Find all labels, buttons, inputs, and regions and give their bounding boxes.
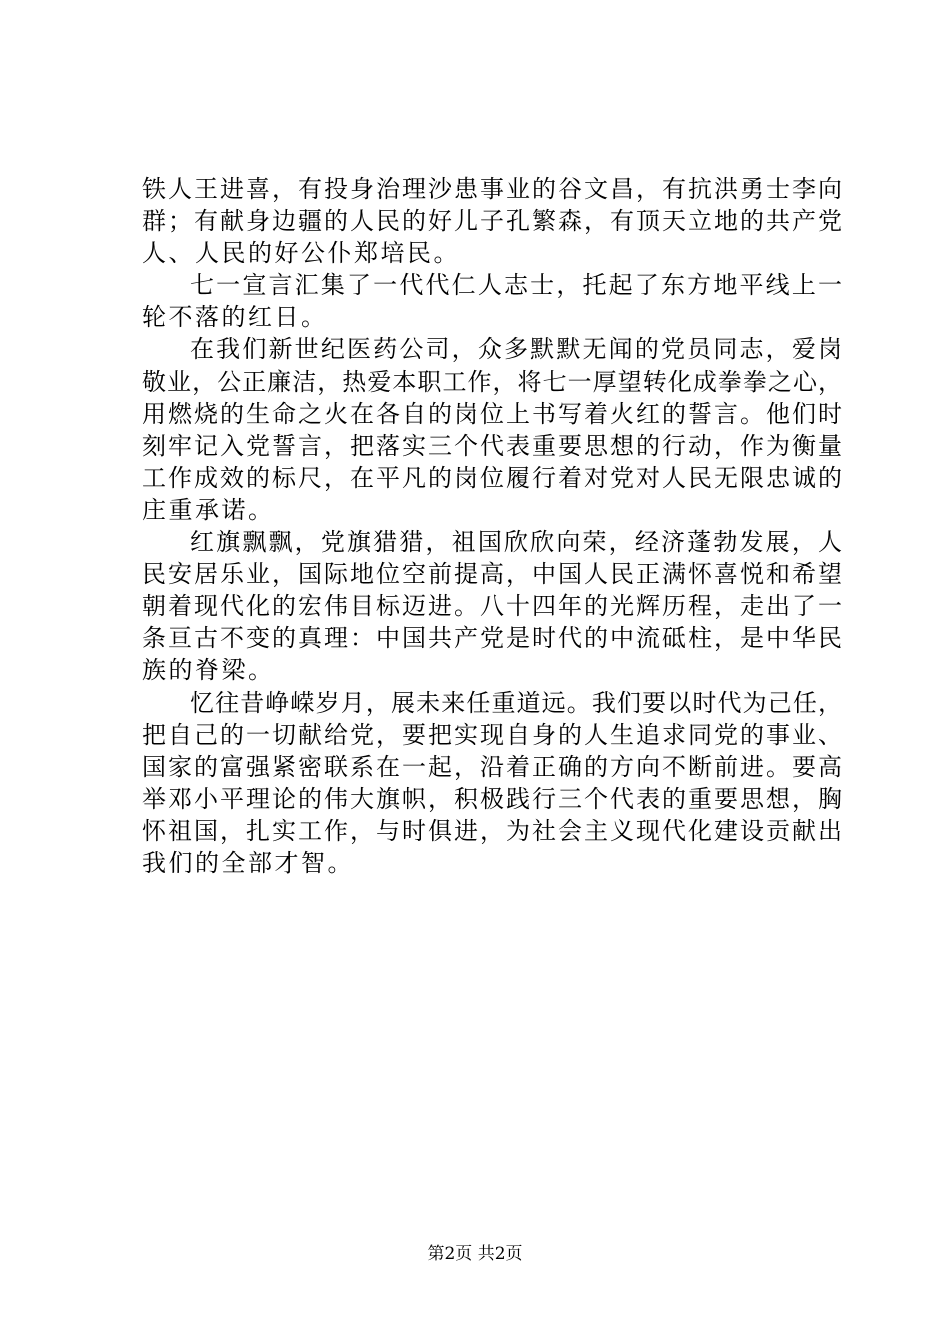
text-line: 轮不落的红日。: [142, 303, 328, 332]
page-number-footer: 第2页 共2页: [427, 1244, 523, 1264]
text-line: 庄重承诺。: [142, 495, 275, 524]
text-line: 人、人民的好公仆郑培民。: [142, 239, 460, 268]
text-line: 我们的全部才智。: [142, 848, 354, 877]
paragraph: [142, 269, 842, 333]
text-line: 在我们新世纪医药公司，众多默默无闻的党员同志，爱岗: [190, 335, 842, 364]
text-line: 举邓小平理论的伟大旗帜，积极践行三个代表的重要思想，胸: [142, 784, 842, 813]
text-line: 红旗飘飘，党旗猎猎，祖国欣欣向荣，经济蓬勃发展，人: [190, 528, 842, 557]
text-line: 忆往昔峥嵘岁月，展未来任重道远。我们要以时代为己任，: [190, 688, 842, 717]
paragraph: [142, 173, 842, 269]
text-line: 把自己的一切献给党，要把实现自身的人生追求同党的事业、: [142, 720, 842, 749]
paragraph: [142, 333, 842, 526]
text-line: 族的脊梁。: [142, 656, 275, 685]
text-line: 工作成效的标尺，在平凡的岗位履行着对党对人民无限忠诚的: [142, 463, 842, 492]
text-line: 敬业，公正廉洁，热爱本职工作，将七一厚望转化成拳拳之心，: [142, 367, 842, 396]
paragraph: [142, 526, 842, 686]
text-line: 用燃烧的生命之火在各自的岗位上书写着火红的誓言。他们时: [142, 399, 842, 428]
text-line: 刻牢记入党誓言，把落实三个代表重要思想的行动，作为衡量: [142, 431, 842, 460]
text-line: 怀祖国，扎实工作，与时俱进，为社会主义现代化建设贡献出: [142, 816, 842, 845]
text-line: 群；有献身边疆的人民的好儿子孔繁森，有顶天立地的共产党: [142, 207, 842, 236]
text-line: 民安居乐业，国际地位空前提高，中国人民正满怀喜悦和希望: [142, 560, 842, 589]
text-line: 国家的富强紧密联系在一起，沿着正确的方向不断前进。要高: [142, 752, 842, 781]
paragraph: [142, 687, 842, 880]
text-line: 条亘古不变的真理：中国共产党是时代的中流砥柱，是中华民: [142, 624, 842, 653]
text-line: 七一宣言汇集了一代代仁人志士，托起了东方地平线上一: [190, 271, 842, 300]
text-line: 朝着现代化的宏伟目标迈进。八十四年的光辉历程，走出了一: [142, 592, 842, 621]
document-body: [142, 173, 842, 879]
text-line: 铁人王进喜，有投身治理沙患事业的谷文昌，有抗洪勇士李向: [142, 175, 842, 203]
